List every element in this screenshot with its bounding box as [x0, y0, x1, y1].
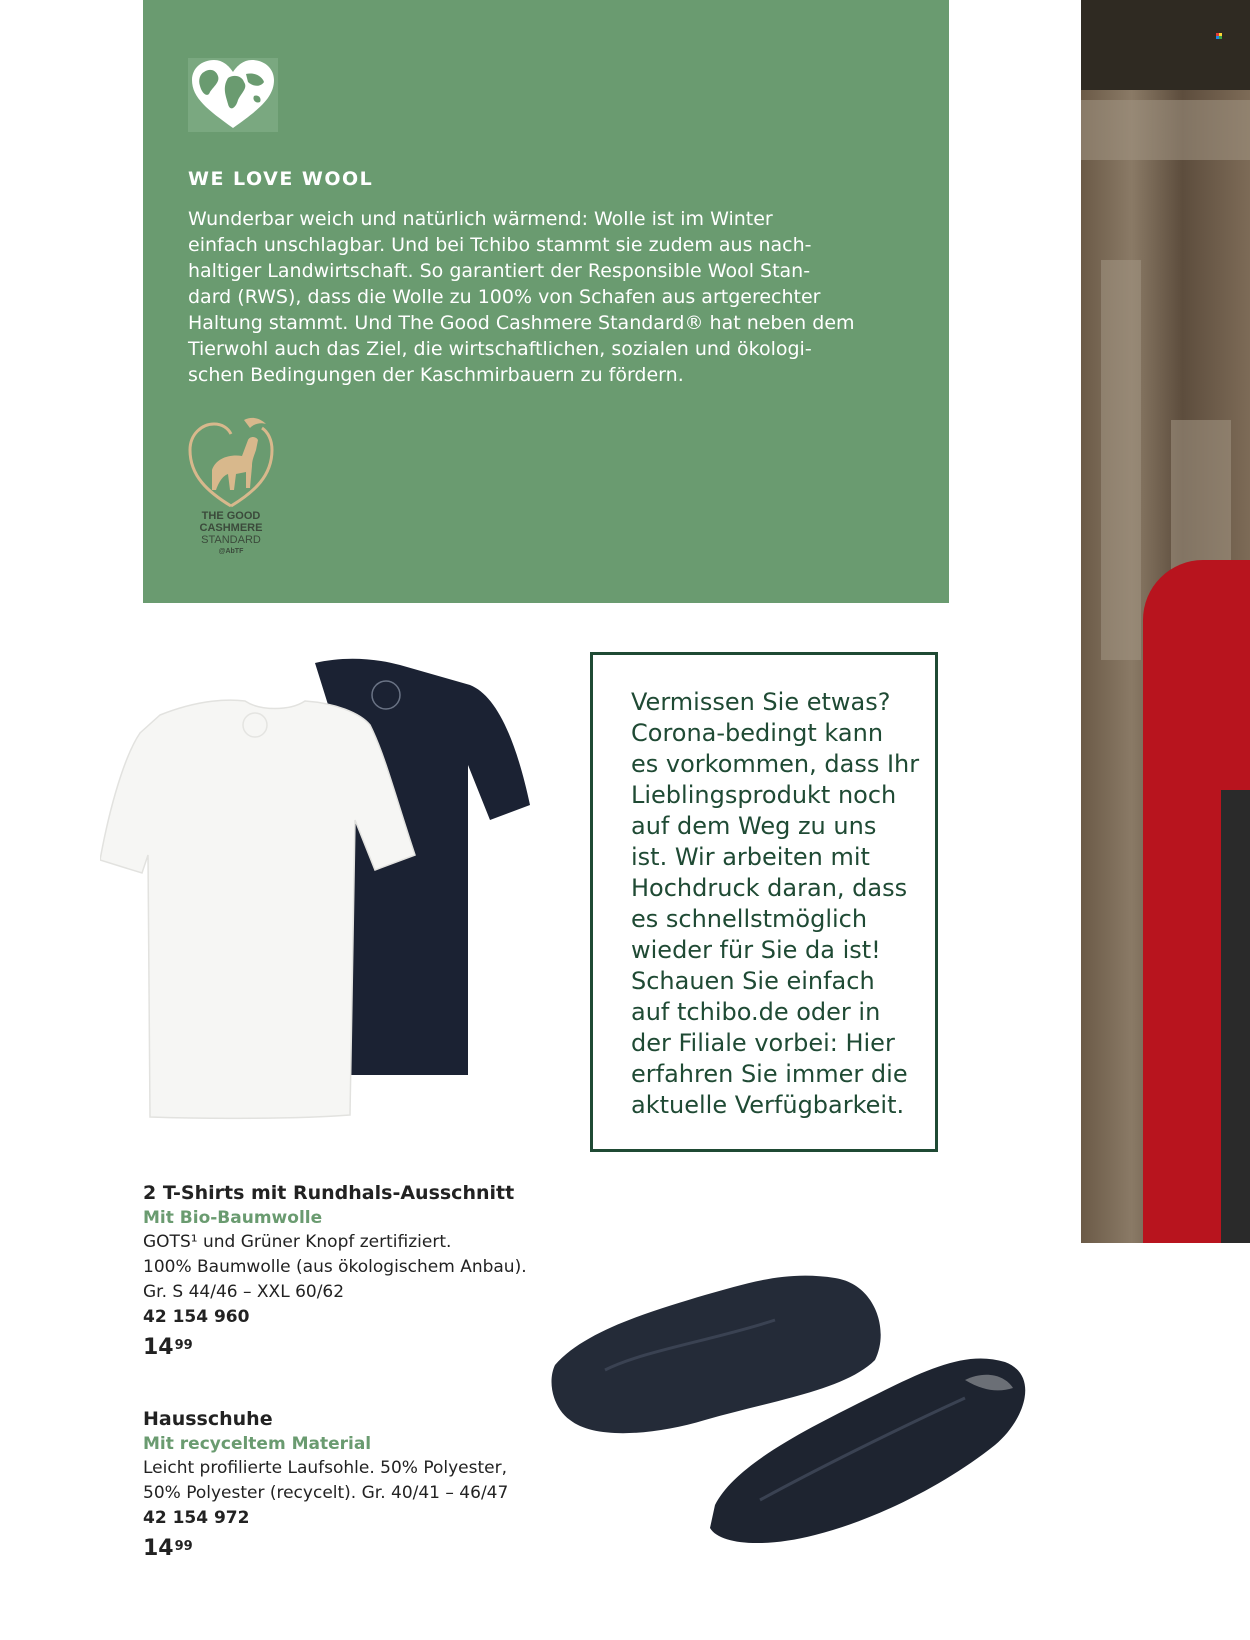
product-description-line: GOTS¹ und Grüner Knopf zertifiziert.: [143, 1232, 452, 1252]
product-description: [143, 1230, 563, 1305]
price-cents: 99: [174, 1338, 193, 1353]
product-price: [143, 1536, 563, 1562]
price-main: 14: [143, 1536, 174, 1561]
product-description: [143, 1456, 563, 1506]
notice-line: aktuelle Verfügbarkeit.: [631, 1091, 905, 1119]
product-feature: Mit Bio-Baumwolle: [143, 1208, 323, 1228]
photo-wood-plank: [1101, 260, 1141, 660]
price-cents: 99: [174, 1539, 193, 1554]
product-description-line: Leicht profilierte Laufsohle. 50% Polyester,: [143, 1458, 508, 1478]
availability-notice-box: [590, 652, 938, 1152]
wool-body-line: Tierwohl auch das Ziel, die wirtschaftlichen, sozialen und ökologi-: [188, 338, 812, 360]
product-tshirts: [143, 1180, 563, 1361]
notice-line: Schauen Sie einfach: [631, 967, 875, 995]
product-description-line: 100% Baumwolle (aus ökologischem Anbau).: [143, 1257, 527, 1277]
notice-line: Vermissen Sie etwas?: [631, 688, 891, 716]
globe-heart-icon: [188, 58, 278, 132]
wool-body-line: haltiger Landwirtschaft. So garantiert der Responsible Wool Stan-: [188, 260, 811, 282]
notice-line: Hochdruck daran, dass: [631, 874, 908, 902]
wool-section-title: WE LOVE WOOL: [188, 168, 374, 190]
article-number: 42 154 972: [143, 1508, 250, 1528]
notice-line: der Filiale vorbei: Hier: [631, 1029, 895, 1057]
product-feature: Mit recyceltem Material: [143, 1434, 372, 1454]
article-number: 42 154 960: [143, 1307, 250, 1327]
cashmere-logo-line: CASHMERE: [199, 522, 263, 534]
wool-body-line: Haltung stammt. Und The Good Cashmere Standard® hat neben dem: [188, 312, 855, 334]
wool-info-panel: [143, 0, 949, 603]
product-name: Hausschuhe: [143, 1408, 273, 1430]
notice-line: auf dem Weg zu uns: [631, 812, 877, 840]
lifestyle-photo: [1081, 0, 1250, 1243]
photo-wood-plank: [1081, 100, 1250, 160]
notice-line: es schnellstmöglich: [631, 905, 868, 933]
cashmere-standard-wordmark: [186, 510, 276, 558]
print-color-marks-icon: [1216, 33, 1226, 41]
notice-line: auf tchibo.de oder in: [631, 998, 881, 1026]
product-description-line: Gr. S 44/46 – XXL 60/62: [143, 1282, 345, 1302]
cashmere-logo-line: @AbTF: [218, 548, 244, 555]
product-price: [143, 1335, 563, 1361]
wool-body-line: Wunderbar weich und natürlich wärmend: Wolle ist im Winter: [188, 208, 773, 230]
notice-line: ist. Wir arbeiten mit: [631, 843, 870, 871]
wool-body-line: schen Bedingungen der Kaschmirbauern zu fördern.: [188, 364, 684, 386]
wool-body-line: dard (RWS), dass die Wolle zu 100% von Schafen aus artgerechter: [188, 286, 821, 308]
photo-shadow: [1081, 0, 1250, 90]
notice-line: erfahren Sie immer die: [631, 1060, 908, 1088]
product-slippers: [143, 1406, 563, 1562]
tshirts-product-image: [100, 655, 560, 1145]
notice-line: Corona-bedingt kann: [631, 719, 884, 747]
cashmere-logo-line: STANDARD: [201, 534, 261, 546]
price-main: 14: [143, 1335, 174, 1360]
product-description-line: 50% Polyester (recycelt). Gr. 40/41 – 46/47: [143, 1483, 509, 1503]
notice-line: Lieblingsprodukt noch: [631, 781, 897, 809]
wool-body-line: einfach unschlagbar. Und bei Tchibo stammt sie zudem aus nach-: [188, 234, 812, 256]
availability-notice-text: [631, 687, 931, 1121]
cashmere-logo-line: THE GOOD: [201, 510, 261, 522]
notice-line: es vorkommen, dass Ihr: [631, 750, 920, 778]
product-name: 2 T-Shirts mit Rundhals-Ausschnitt: [143, 1182, 515, 1204]
notice-line: wieder für Sie da ist!: [631, 936, 881, 964]
slippers-product-image: [545, 1270, 1065, 1560]
photo-knit-scarf: [1221, 790, 1250, 1243]
wool-section-body: [188, 206, 928, 388]
